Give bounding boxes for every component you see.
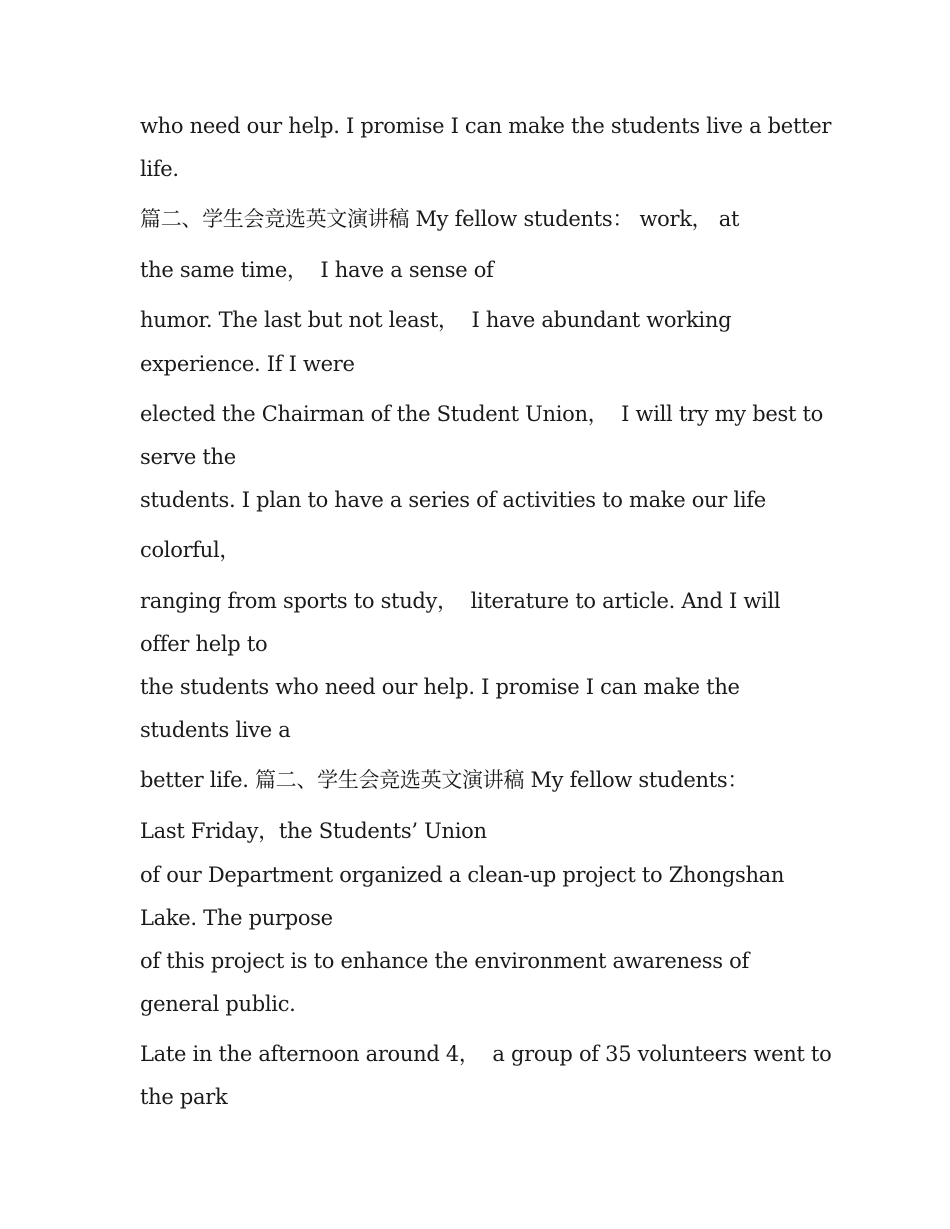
text-line: students live a <box>140 718 291 742</box>
text-line: better life. 篇二、学生会竞选英文演讲稿 My fellow students： <box>140 768 749 792</box>
text-line: elected the Chairman of the Student Union， I will try my best to <box>140 402 823 426</box>
text-line: Last Friday，the Students’ Union <box>140 819 487 843</box>
text-line: of our Department organized a clean-up project to Zhongshan <box>140 863 785 887</box>
text-line: students. I plan to have a series of activities to make our life <box>140 488 766 512</box>
text-line: general public. <box>140 992 296 1016</box>
text-line: ranging from sports to study， literature to article. And I will <box>140 589 781 613</box>
text-line: colorful， <box>140 538 241 562</box>
text-line: the same time， I have a sense of <box>140 258 494 282</box>
text-line: offer help to <box>140 632 268 656</box>
text-line: Late in the afternoon around 4， a group of 35 volunteers went to <box>140 1042 832 1066</box>
text-line: life. <box>140 157 179 181</box>
text-line: Lake. The purpose <box>140 906 333 930</box>
text-line: experience. If I were <box>140 352 355 376</box>
text-line: humor. The last but not least， I have abundant working <box>140 308 732 332</box>
text-line: serve the <box>140 445 236 469</box>
text-line: the students who need our help. I promise I can make the <box>140 675 740 699</box>
text-line: the park <box>140 1085 228 1109</box>
text-line: of this project is to enhance the environment awareness of <box>140 949 749 973</box>
text-line: 篇二、学生会竞选英文演讲稿 My fellow students： work， at <box>140 207 740 231</box>
text-line: who need our help. I promise I can make the students live a better <box>140 114 832 138</box>
